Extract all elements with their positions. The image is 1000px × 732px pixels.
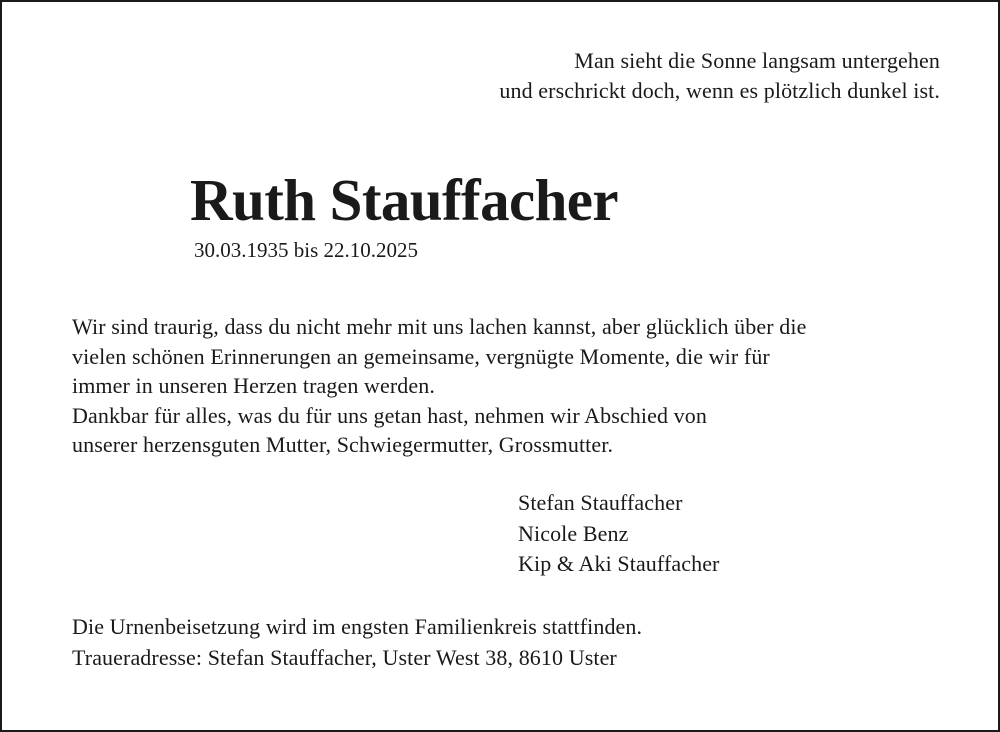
message-line-4: Dankbar für alles, was du für uns getan hast, nehmen wir Abschied von: [72, 402, 707, 428]
signatory-1: Stefan Stauffacher: [518, 490, 683, 515]
deceased-name: Ruth Stauffacher: [190, 167, 618, 233]
life-dates: 30.03.1935 bis 22.10.2025: [194, 238, 419, 262]
message-line-3: immer in unseren Herzen tragen werden.: [72, 373, 435, 398]
message-line-5: unserer herzensguten Mutter, Schwiegermutter, Grossmutter.: [72, 432, 614, 457]
condolence-message: [72, 312, 806, 460]
motto-line-1: Man sieht die Sonne langsam untergehen: [574, 48, 940, 73]
message-line-1: Wir sind traurig, dass du nicht mehr mit uns lachen kannst, aber glücklich über die: [72, 314, 807, 339]
motto-quote: [499, 46, 940, 106]
motto-line-2: und erschrickt doch, wenn es plötzlich dunkel ist.: [499, 78, 940, 103]
signatory-2: Nicole Benz: [518, 520, 629, 546]
burial-note: Die Urnenbeisetzung wird im engsten Familienkreis stattfinden.: [72, 614, 643, 639]
message-line-2: vielen schönen Erinnerungen an gemeinsame, vergnügte Momente, die wir für: [72, 343, 770, 369]
signatory-3: Kip & Aki Stauffacher: [518, 551, 720, 576]
footer-notes: [72, 611, 642, 673]
signatories: [518, 488, 720, 580]
mourning-address: Traueradresse: Stefan Stauffacher, Uster West 38, 8610 Uster: [72, 645, 617, 670]
